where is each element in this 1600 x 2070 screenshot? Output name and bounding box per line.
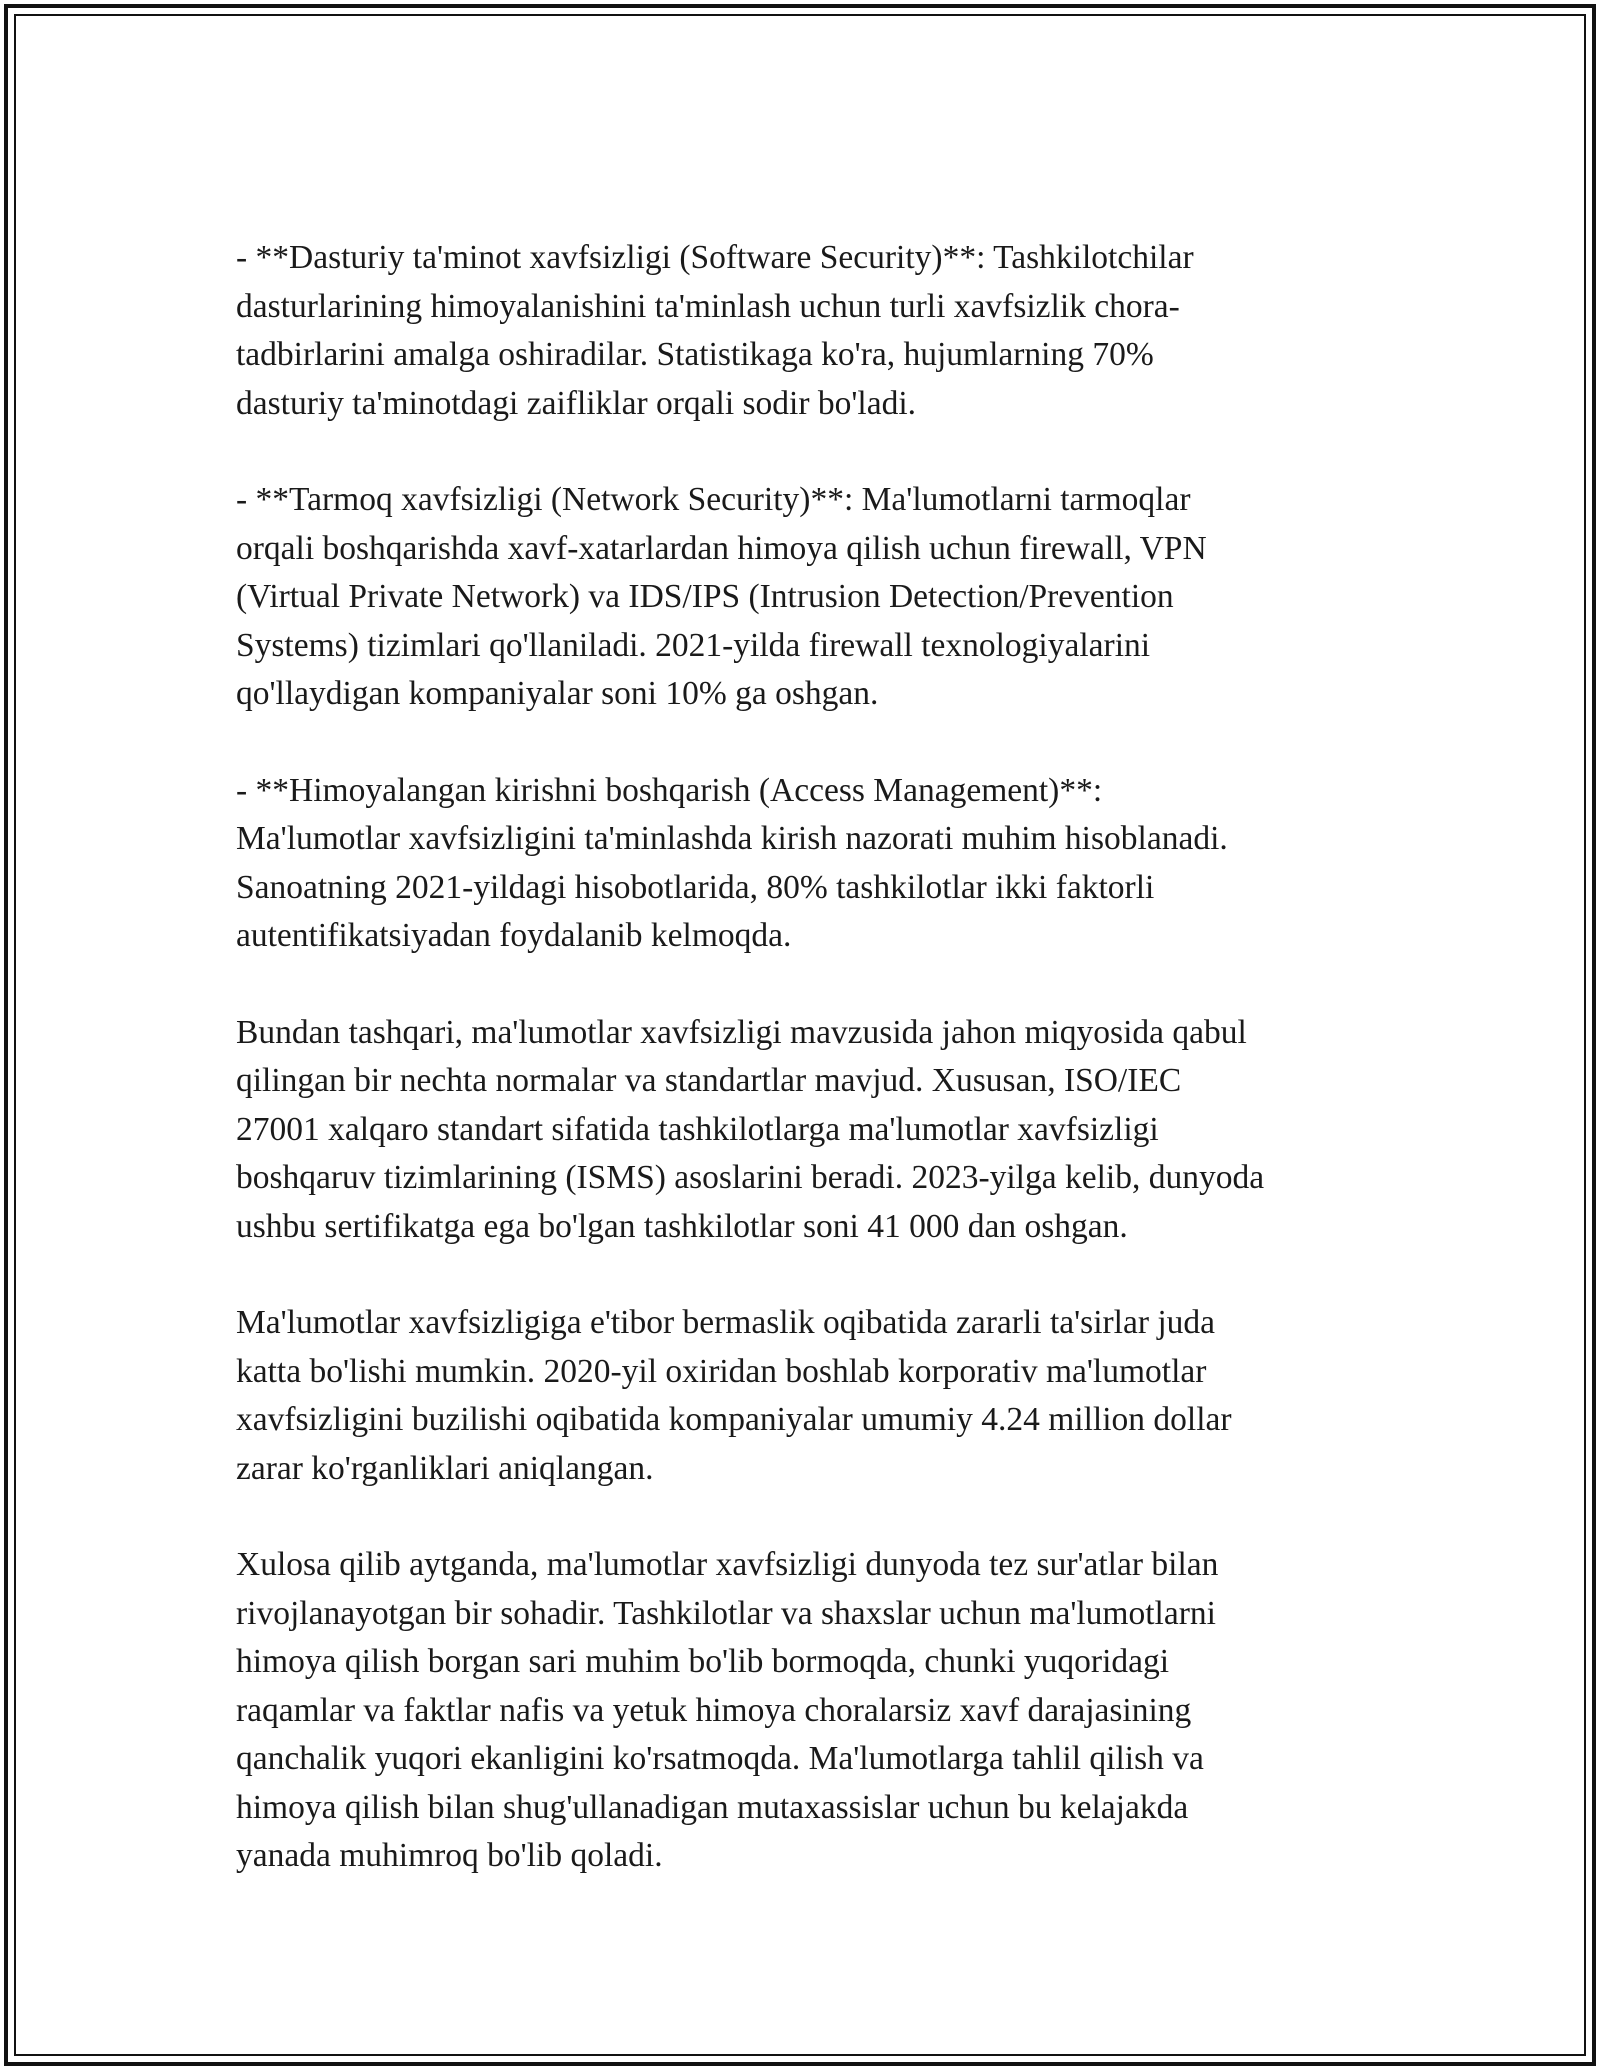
paragraph-network-security: - **Tarmoq xavfsizligi (Network Security)**: Ma'lumotlarni tarmoqlar orqali boshqarishda xavf-xatarlardan himoya qilish uchun firewall, VPN (Virtual Private Network) va IDS/IPS (Intrusion Detection/Prevention Systems) tizimlari qo'llaniladi. 2021-yilda firewall texnologiyalarini qo'llaydigan kompaniyalar soni 10% ga oshgan. bbox=[236, 481, 1207, 712]
paragraph-software-security: - **Dasturiy ta'minot xavfsizligi (Software Security)**: Tashkilotchilar dasturlarining himoyalanishini ta'minlash uchun turli xavfsizlik chora- tadbirlarini amalga oshiradilar. Statistikaga ko'ra, hujumlarning 70% dasturiy ta'minotdagi zaifliklar orqali sodir bo'ladi. bbox=[236, 239, 1194, 422]
paragraph-consequences: Ma'lumotlar xavfsizligiga e'tibor bermaslik oqibatida zararli ta'sirlar juda katta bo'lishi mumkin. 2020-yil oxiridan boshlab korporativ ma'lumotlar xavfsizligini buzilishi oqibatida kompaniyalar umumiy 4.24 million dollar zarar ko'rganliklari aniqlangan. bbox=[236, 1304, 1232, 1487]
paragraph-access-management: - **Himoyalangan kirishni boshqarish (Access Management)**: Ma'lumotlar xavfsizligini ta'minlashda kirish nazorati muhim hisoblanadi. Sanoatning 2021-yildagi hisobotlarida, 80% tashkilotlar ikki faktorli autentifikatsiyadan foydalanib kelmoqda. bbox=[236, 771, 1228, 954]
document-body bbox=[236, 234, 1376, 1881]
paragraph-conclusion: Xulosa qilib aytganda, ma'lumotlar xavfsizligi dunyoda tez sur'atlar bilan rivojlanayotgan bir sohadir. Tashkilotlar va shaxslar uchun ma'lumotlarni himoya qilish borgan sari muhim bo'lib bormoqda, chunki yuqoridagi raqamlar va faktlar nafis va yetuk himoya choralarsiz xavf darajasining qanchalik yuqori ekanligini ko'rsatmoqda. Ma'lumotlarga tahlil qilish va himoya qilish bilan shug'ullanadigan mutaxassislar uchun bu kelajakda yanada muhimroq bo'lib qoladi. bbox=[236, 1546, 1219, 1874]
paragraph-standards: Bundan tashqari, ma'lumotlar xavfsizligi mavzusida jahon miqyosida qabul qilingan bir nechta normalar va standartlar mavjud. Xususan, ISO/IEC 27001 xalqaro standart sifatida tashkilotlarga ma'lumotlar xavfsizligi boshqaruv tizimlarining (ISMS) asoslarini beradi. 2023-yilga kelib, dunyoda ushbu sertifikatga ega bo'lgan tashkilotlar soni 41 000 dan oshgan. bbox=[236, 1013, 1265, 1245]
